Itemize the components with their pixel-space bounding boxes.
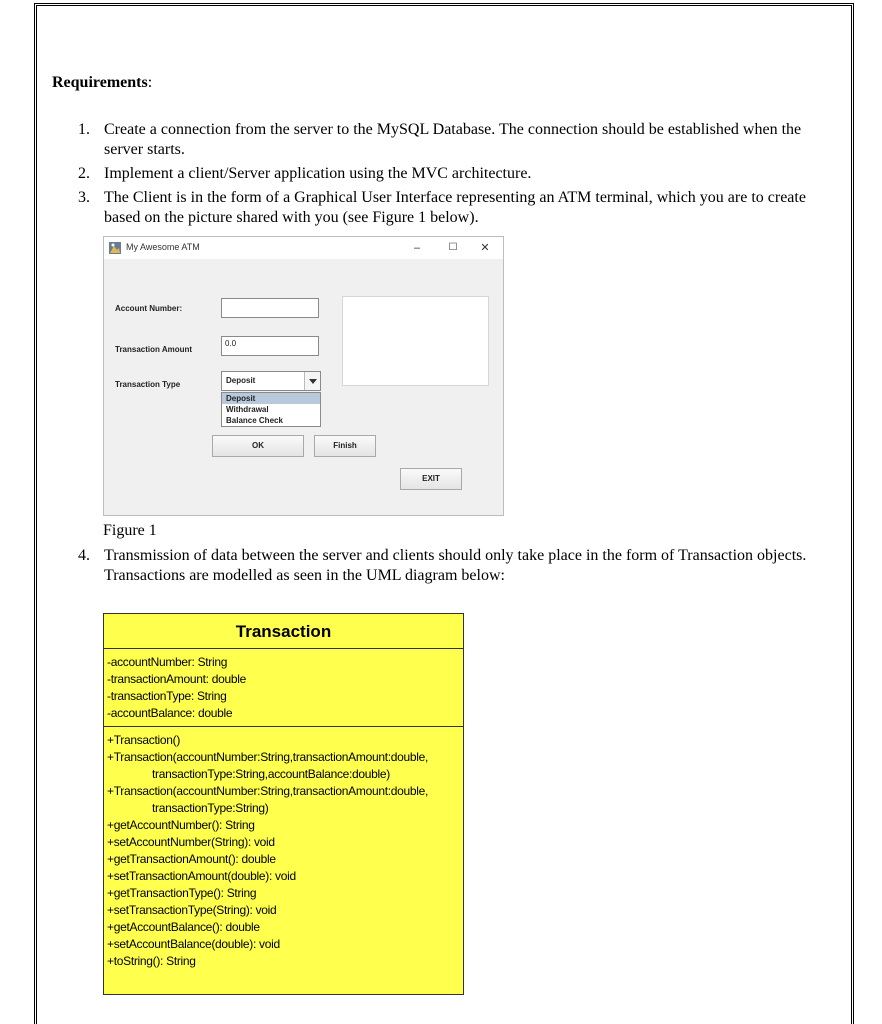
uml-divider — [104, 726, 463, 727]
uml-method: transactionType:String,accountBalance:double) — [152, 767, 390, 781]
exit-button[interactable]: EXIT — [400, 468, 462, 490]
uml-method: +toString(): String — [107, 954, 196, 968]
close-icon[interactable]: ✕ — [480, 242, 490, 254]
requirement-text: The Client is in the form of a Graphical User Interface representing an ATM terminal, which you are to create based on the picture shared with you (see Figure 1 below). — [104, 189, 806, 226]
uml-method: +setAccountBalance(double): void — [107, 937, 280, 951]
requirements-list-continued — [52, 546, 832, 590]
finish-button[interactable]: Finish — [314, 435, 376, 457]
option-balance-check[interactable]: Balance Check — [226, 416, 283, 425]
option-deposit[interactable]: Deposit — [222, 393, 320, 404]
transaction-type-dropdown — [221, 392, 321, 427]
uml-attribute: -accountBalance: double — [107, 706, 233, 720]
requirement-item — [52, 164, 832, 184]
account-number-input[interactable] — [221, 298, 319, 318]
uml-method: transactionType:String) — [152, 801, 269, 815]
minimize-icon[interactable]: – — [413, 242, 421, 254]
requirements-list — [52, 120, 832, 232]
window-titlebar — [104, 237, 503, 259]
transaction-type-selected: Deposit — [226, 376, 256, 385]
transaction-amount-input[interactable]: 0.0 — [221, 336, 319, 356]
uml-method: +setTransactionAmount(double): void — [107, 869, 296, 883]
atm-window-figure — [103, 236, 504, 516]
chevron-down-icon[interactable] — [304, 372, 320, 390]
transaction-amount-label: Transaction Amount — [115, 345, 193, 354]
uml-class-diagram — [103, 613, 464, 995]
uml-method: +getAccountBalance(): double — [107, 920, 260, 934]
output-area — [342, 296, 489, 386]
uml-method: +setAccountNumber(String): void — [107, 835, 275, 849]
uml-method: +Transaction(accountNumber:String,transactionAmount:double, — [107, 784, 429, 798]
option-withdrawal[interactable]: Withdrawal — [226, 405, 269, 414]
requirement-text: Create a connection from the server to the MySQL Database. The connection should be established when the server starts. — [104, 121, 802, 158]
maximize-icon[interactable]: ☐ — [448, 242, 458, 253]
window-title: My Awesome ATM — [126, 242, 200, 252]
requirement-item — [52, 120, 832, 160]
requirement-item — [52, 188, 832, 228]
figure-caption: Figure 1 — [103, 522, 157, 539]
requirement-number: 2. — [78, 165, 90, 182]
transaction-type-select[interactable] — [221, 371, 321, 391]
requirement-item — [52, 546, 832, 586]
requirements-heading: Requirements: — [52, 74, 153, 91]
uml-method: +Transaction(accountNumber:String,transactionAmount:double, — [107, 750, 429, 764]
uml-attribute: -transactionType: String — [107, 689, 227, 703]
transaction-type-label: Transaction Type — [115, 380, 181, 389]
uml-method: +getTransactionAmount(): double — [107, 852, 276, 866]
requirement-text: Transmission of data between the server and clients should only take place in the form of Transaction objects. Transactions are modelled as seen in the UML diagram below: — [104, 547, 807, 584]
uml-method: +getTransactionType(): String — [107, 886, 257, 900]
app-icon — [109, 242, 121, 254]
uml-attribute: -transactionAmount: double — [107, 672, 246, 686]
requirement-text: Implement a client/Server application using the MVC architecture. — [104, 165, 532, 182]
uml-class-name: Transaction — [235, 622, 332, 641]
uml-method: +getAccountNumber(): String — [107, 818, 255, 832]
requirement-number: 4. — [78, 547, 90, 564]
ok-button[interactable]: OK — [212, 435, 304, 457]
requirement-number: 3. — [78, 189, 90, 206]
uml-method: +setTransactionType(String): void — [107, 903, 277, 917]
uml-method: +Transaction() — [107, 733, 181, 747]
uml-attribute: -accountNumber: String — [107, 655, 228, 669]
account-number-label: Account Number: — [115, 304, 183, 313]
uml-divider — [104, 648, 463, 649]
requirement-number: 1. — [78, 121, 90, 138]
